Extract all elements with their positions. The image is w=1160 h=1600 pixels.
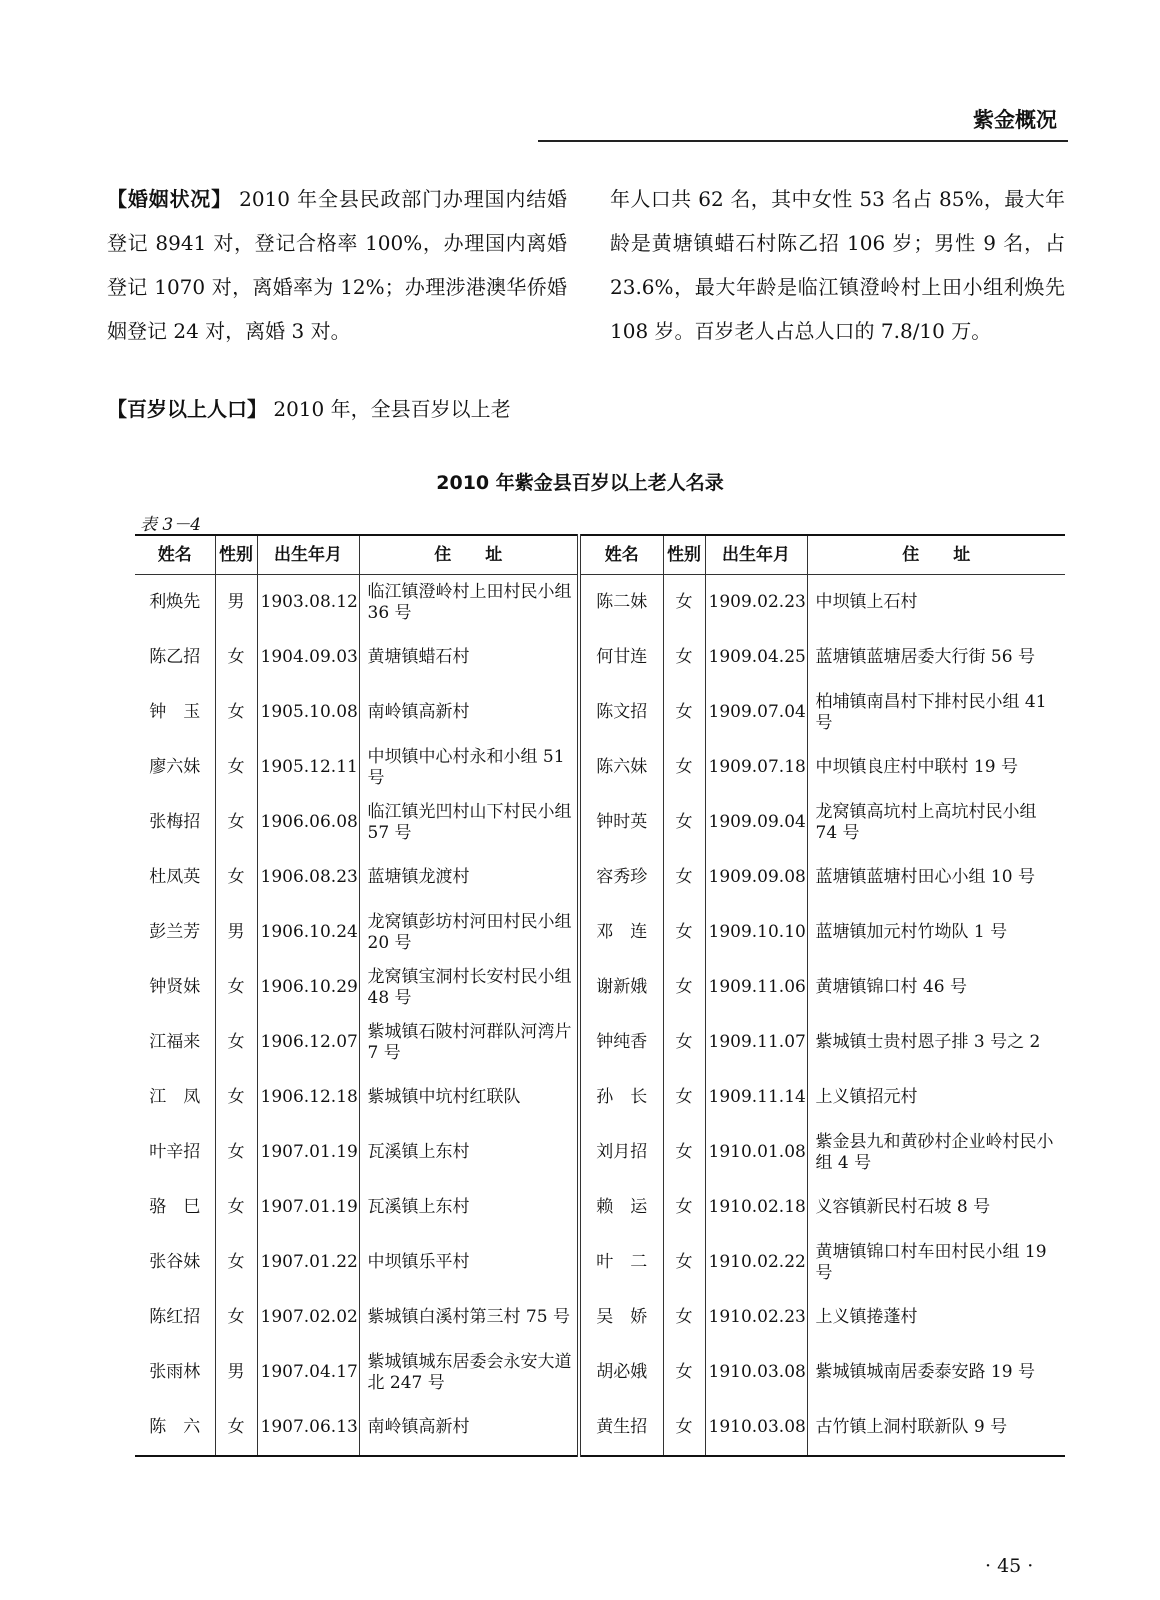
sex-cell: 女 bbox=[215, 960, 257, 1015]
name-cell: 陈乙招 bbox=[149, 647, 201, 667]
address-cell: 中坝镇中心村永和小组 51 号 bbox=[359, 740, 579, 795]
centenarian-continued: 年人口共 62 名，其中女性 53 名占 85%，最大年龄是黄塘镇蜡石村陈乙招 106 岁；男性 9 名，占 23.6%，最大年龄是临江镇澄岭村上田小组利焕先 108 岁。百岁老人占总人口的 7.8/10 万。 bbox=[610, 187, 1065, 343]
address-cell: 蓝塘镇龙渡村 bbox=[359, 850, 579, 905]
birth-cell: 1907.01.22 bbox=[257, 1235, 359, 1290]
sex-cell: 女 bbox=[663, 575, 705, 631]
sex-cell: 女 bbox=[215, 630, 257, 685]
table-row bbox=[135, 1345, 1065, 1400]
name-cell: 钟纯香 bbox=[579, 1015, 663, 1070]
address-cell: 龙窝镇宝洞村长安村民小组 48 号 bbox=[359, 960, 579, 1015]
address-cell: 紫城镇城南居委泰安路 19 号 bbox=[807, 1345, 1065, 1400]
sex-cell: 女 bbox=[663, 1070, 705, 1125]
birth-cell: 1909.11.07 bbox=[705, 1015, 807, 1070]
name-cell: 廖六妹 bbox=[149, 757, 201, 777]
name-cell: 杜凤英 bbox=[149, 867, 201, 887]
name-cell: 吴 娇 bbox=[579, 1290, 663, 1345]
sex-cell: 男 bbox=[215, 575, 257, 631]
name-cell: 黄生招 bbox=[579, 1400, 663, 1456]
table-label: 表 3－4 bbox=[140, 515, 202, 535]
name-cell: 张雨林 bbox=[149, 1362, 201, 1382]
sex-cell: 女 bbox=[663, 960, 705, 1015]
name-cell: 何甘连 bbox=[579, 630, 663, 685]
birth-cell: 1909.09.08 bbox=[705, 850, 807, 905]
address-cell: 南岭镇高新村 bbox=[359, 1400, 579, 1456]
birth-cell: 1906.10.29 bbox=[257, 960, 359, 1015]
centenarian-table bbox=[135, 534, 1065, 1457]
name-cell: 钟贤妹 bbox=[149, 977, 201, 997]
birth-cell: 1909.07.04 bbox=[705, 685, 807, 740]
sex-cell: 女 bbox=[663, 905, 705, 960]
birth-cell: 1906.12.18 bbox=[257, 1070, 359, 1125]
table-row bbox=[135, 905, 1065, 960]
header-rule bbox=[538, 140, 1068, 142]
address-cell: 黄塘镇锦口村车田村民小组 19 号 bbox=[807, 1235, 1065, 1290]
name-cell: 胡必娥 bbox=[579, 1345, 663, 1400]
sex-cell: 男 bbox=[215, 1345, 257, 1400]
sex-cell: 女 bbox=[663, 1345, 705, 1400]
birth-cell: 1907.04.17 bbox=[257, 1345, 359, 1400]
header-name: 姓名 bbox=[579, 535, 663, 575]
address-cell: 中坝镇乐平村 bbox=[359, 1235, 579, 1290]
table-row bbox=[135, 795, 1065, 850]
birth-cell: 1909.07.18 bbox=[705, 740, 807, 795]
header-birth: 出生年月 bbox=[705, 535, 807, 575]
sex-cell: 女 bbox=[215, 1400, 257, 1456]
table-row bbox=[135, 1400, 1065, 1456]
birth-cell: 1907.06.13 bbox=[257, 1400, 359, 1456]
address-cell: 蓝塘镇加元村竹坳队 1 号 bbox=[807, 905, 1065, 960]
address-cell: 蓝塘镇蓝塘居委大行街 56 号 bbox=[807, 630, 1065, 685]
address-cell: 紫城镇城东居委会永安大道北 247 号 bbox=[359, 1345, 579, 1400]
sex-cell: 女 bbox=[663, 1015, 705, 1070]
name-cell: 邓 连 bbox=[579, 905, 663, 960]
sex-cell: 女 bbox=[663, 1290, 705, 1345]
table-row bbox=[135, 575, 1065, 631]
name-cell: 江 凤 bbox=[149, 1087, 201, 1107]
sex-cell: 女 bbox=[663, 630, 705, 685]
address-cell: 中坝镇上石村 bbox=[807, 575, 1065, 631]
address-cell: 紫城镇士贵村恩子排 3 号之 2 bbox=[807, 1015, 1065, 1070]
address-cell: 义容镇新民村石坡 8 号 bbox=[807, 1180, 1065, 1235]
name-cell: 陈二妹 bbox=[579, 575, 663, 631]
section-header: 紫金概况 bbox=[973, 108, 1057, 132]
name-cell: 叶 二 bbox=[579, 1235, 663, 1290]
birth-cell: 1910.03.08 bbox=[705, 1400, 807, 1456]
left-column bbox=[107, 177, 567, 431]
name-cell: 骆 巳 bbox=[149, 1197, 201, 1217]
sex-cell: 男 bbox=[215, 905, 257, 960]
address-cell: 紫金县九和黄砂村企业岭村民小组 4 号 bbox=[807, 1125, 1065, 1180]
table-row bbox=[135, 850, 1065, 905]
table-title: 2010 年紫金县百岁以上老人名录 bbox=[436, 472, 724, 494]
sex-cell: 女 bbox=[663, 850, 705, 905]
address-cell: 上义镇招元村 bbox=[807, 1070, 1065, 1125]
name-cell: 钟时英 bbox=[579, 795, 663, 850]
name-cell: 容秀珍 bbox=[579, 850, 663, 905]
birth-cell: 1909.11.06 bbox=[705, 960, 807, 1015]
name-cell: 赖 运 bbox=[579, 1180, 663, 1235]
name-cell: 叶辛招 bbox=[149, 1142, 201, 1162]
address-cell: 古竹镇上洞村联新队 9 号 bbox=[807, 1400, 1065, 1456]
address-cell: 黄塘镇蜡石村 bbox=[359, 630, 579, 685]
name-cell: 张谷妹 bbox=[149, 1252, 201, 1272]
birth-cell: 1910.02.22 bbox=[705, 1235, 807, 1290]
birth-cell: 1909.02.23 bbox=[705, 575, 807, 631]
sex-cell: 女 bbox=[215, 740, 257, 795]
address-cell: 瓦溪镇上东村 bbox=[359, 1125, 579, 1180]
name-cell: 江福来 bbox=[149, 1032, 201, 1052]
name-cell: 陈 六 bbox=[149, 1417, 201, 1437]
table-row bbox=[135, 630, 1065, 685]
birth-cell: 1909.10.10 bbox=[705, 905, 807, 960]
address-cell: 临江镇光凹村山下村民小组 57 号 bbox=[359, 795, 579, 850]
sex-cell: 女 bbox=[215, 795, 257, 850]
address-cell: 紫城镇白溪村第三村 75 号 bbox=[359, 1290, 579, 1345]
centenarian-paragraph bbox=[107, 387, 567, 431]
sex-cell: 女 bbox=[215, 1235, 257, 1290]
birth-cell: 1910.02.23 bbox=[705, 1290, 807, 1345]
header-address: 住 址 bbox=[807, 535, 1065, 575]
address-cell: 黄塘镇锦口村 46 号 bbox=[807, 960, 1065, 1015]
sex-cell: 女 bbox=[215, 1180, 257, 1235]
centenarian-label: 【百岁以上人口】 bbox=[107, 397, 267, 421]
marriage-paragraph bbox=[107, 177, 567, 353]
birth-cell: 1907.01.19 bbox=[257, 1125, 359, 1180]
address-cell: 龙窝镇彭坊村河田村民小组 20 号 bbox=[359, 905, 579, 960]
sex-cell: 女 bbox=[215, 1290, 257, 1345]
birth-cell: 1909.04.25 bbox=[705, 630, 807, 685]
table-row bbox=[135, 740, 1065, 795]
address-cell: 中坝镇良庄村中联村 19 号 bbox=[807, 740, 1065, 795]
birth-cell: 1907.01.19 bbox=[257, 1180, 359, 1235]
header-address: 住 址 bbox=[359, 535, 579, 575]
address-cell: 瓦溪镇上东村 bbox=[359, 1180, 579, 1235]
table-row bbox=[135, 1235, 1065, 1290]
birth-cell: 1906.08.23 bbox=[257, 850, 359, 905]
address-cell: 紫城镇中坑村红联队 bbox=[359, 1070, 579, 1125]
sex-cell: 女 bbox=[663, 1180, 705, 1235]
header-sex: 性别 bbox=[663, 535, 705, 575]
marriage-label: 【婚姻状况】 bbox=[107, 187, 232, 211]
address-cell: 临江镇澄岭村上田村民小组 36 号 bbox=[359, 575, 579, 631]
address-cell: 上义镇捲蓬村 bbox=[807, 1290, 1065, 1345]
address-cell: 龙窝镇高坑村上高坑村民小组 74 号 bbox=[807, 795, 1065, 850]
table-header-row bbox=[135, 535, 1065, 575]
birth-cell: 1907.02.02 bbox=[257, 1290, 359, 1345]
sex-cell: 女 bbox=[663, 1400, 705, 1456]
address-cell: 南岭镇高新村 bbox=[359, 685, 579, 740]
address-cell: 柏埔镇南昌村下排村民小组 41 号 bbox=[807, 685, 1065, 740]
sex-cell: 女 bbox=[215, 1015, 257, 1070]
name-cell: 陈红招 bbox=[149, 1307, 201, 1327]
name-cell: 谢新娥 bbox=[579, 960, 663, 1015]
sex-cell: 女 bbox=[663, 685, 705, 740]
table-body bbox=[135, 575, 1065, 1457]
address-cell: 蓝塘镇蓝塘村田心小组 10 号 bbox=[807, 850, 1065, 905]
name-cell: 孙 长 bbox=[579, 1070, 663, 1125]
sex-cell: 女 bbox=[663, 795, 705, 850]
sex-cell: 女 bbox=[663, 1125, 705, 1180]
table-row bbox=[135, 685, 1065, 740]
sex-cell: 女 bbox=[215, 850, 257, 905]
name-cell: 陈文招 bbox=[579, 685, 663, 740]
name-cell: 彭兰芳 bbox=[149, 922, 201, 942]
sex-cell: 女 bbox=[663, 740, 705, 795]
address-cell: 紫城镇石陂村河群队河湾片 7 号 bbox=[359, 1015, 579, 1070]
birth-cell: 1905.12.11 bbox=[257, 740, 359, 795]
sex-cell: 女 bbox=[663, 1235, 705, 1290]
table-row bbox=[135, 960, 1065, 1015]
centenarian-text: 2010 年，全县百岁以上老 bbox=[273, 397, 511, 421]
birth-cell: 1909.11.14 bbox=[705, 1070, 807, 1125]
header-birth: 出生年月 bbox=[257, 535, 359, 575]
name-cell: 刘月招 bbox=[579, 1125, 663, 1180]
birth-cell: 1904.09.03 bbox=[257, 630, 359, 685]
birth-cell: 1905.10.08 bbox=[257, 685, 359, 740]
name-cell: 利焕先 bbox=[149, 592, 201, 612]
table-row bbox=[135, 1290, 1065, 1345]
sex-cell: 女 bbox=[215, 1125, 257, 1180]
header-sex: 性别 bbox=[215, 535, 257, 575]
birth-cell: 1903.08.12 bbox=[257, 575, 359, 631]
name-cell: 张梅招 bbox=[149, 812, 201, 832]
table-row bbox=[135, 1125, 1065, 1180]
name-cell: 钟 玉 bbox=[149, 702, 201, 722]
birth-cell: 1906.12.07 bbox=[257, 1015, 359, 1070]
sex-cell: 女 bbox=[215, 1070, 257, 1125]
birth-cell: 1906.10.24 bbox=[257, 905, 359, 960]
sex-cell: 女 bbox=[215, 685, 257, 740]
table-row bbox=[135, 1180, 1065, 1235]
birth-cell: 1906.06.08 bbox=[257, 795, 359, 850]
table-row bbox=[135, 1015, 1065, 1070]
marriage-text: 2010 年全县民政部门办理国内结婚登记 8941 对，登记合格率 100%，办理国内离婚登记 1070 对，离婚率为 12%；办理涉港澳华侨婚姻登记 24 对，离婚 3 对。 bbox=[107, 187, 568, 343]
birth-cell: 1910.03.08 bbox=[705, 1345, 807, 1400]
birth-cell: 1910.02.18 bbox=[705, 1180, 807, 1235]
birth-cell: 1910.01.08 bbox=[705, 1125, 807, 1180]
right-column bbox=[610, 177, 1065, 353]
table-row bbox=[135, 1070, 1065, 1125]
page-number: · 45 · bbox=[985, 1555, 1034, 1577]
birth-cell: 1909.09.04 bbox=[705, 795, 807, 850]
header-name: 姓名 bbox=[135, 535, 215, 575]
name-cell: 陈六妹 bbox=[579, 740, 663, 795]
